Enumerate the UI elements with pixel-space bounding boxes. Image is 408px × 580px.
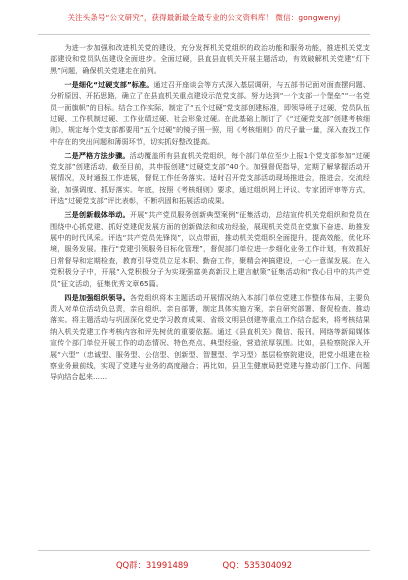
paragraph-lead: 一是细化“过硬支部”标准。 [64, 79, 154, 89]
paragraph-text: 通过召开座谈会等方式深入基层调研，与五部书记面对面查摆问题、分析原因、开拓思路，确立了在县直机关重点建设示范党支部。努力达到“一个支部一个堡垒”“一名党员一面旗帜”的目标。结合工作实际，制定了“五个过硬”党支部创建标准，即领导班子过硬、党员队伍过硬、工作机制过硬、工作业绩过硬、社会形象过硬。在此基础上制订了《“过硬党支部”创建考核细则》，规定每个党支部都要用“五个过硬”的镜子照一照，用《考核细则》的尺子量一量，深入查找工作中存在的突出问题和薄弱环节，切实抓好整改提高。 [50, 79, 370, 146]
paragraph-text: 开展“共产党员服务创新典型案例”征集活动，总结宣传机关党组织和党员在围绕中心抓党建、抓好党建促发展方面的创新做法和成功经验，展现机关党员在党旗下奋进、助推发展中的时代风采。评选“共产党员先锋岗”，以点带面，推动机关党组织全面提升，提高效能，优化环境，服务发展。推行“党建引领服务目标化管理”，督促部门单位进一步细化业务工作计划，有效抓好日常督导和定期检查，教育引导党员立足本职、勤奋工作，聚精会神搞建设，一心一意谋发展。在入党积极分子中，开展“入党积极分子为实现强富美高新汉上建言献策”征集活动和“我心目中的共产党员”征文活动，征集优秀文章65篇。 [50, 210, 370, 288]
paragraph-3 [50, 209, 370, 289]
paragraph-2 [50, 150, 370, 207]
paragraph-text: 活动覆盖所有县直机关党组织，每个部门单位至少上报1个党支部参加“过硬党支部”创建活动，截至目前，共申报创建“过硬党支部”40个。加强督促指导，定期了解掌握活动开展情况，及时通报工作进展，督促工作任务落实。适时召开党支部活动现场推进会，推进会，交流经验，加强调度、抓好落实。年底，按照《考核细则》要求，通过组织网上评议、专家团评审等方式，评选“过硬党支部”评比表彰，不断巩固和拓展活动成果。 [50, 150, 370, 206]
paragraph-text: 为进一步加强和改进机关党的建设，充分发挥机关党组织的政治功能和服务功能，推进机关党支部建设和党员队伍建设全面进步。全面过硬，县直县直机关开展主题活动，有效破解机关党建“灯下黑”问题，确保机关党建走在前列。 [50, 43, 370, 75]
top-banner [0, 0, 408, 34]
paragraph-lead: 三是创新载体举动。 [64, 210, 130, 220]
paragraph-4 [50, 292, 370, 383]
top-divider [38, 34, 370, 35]
banner-text: 关注头条号“公文研究”，获得最新最全最专业的公文资料库！ 微信：gongwenyj [67, 12, 341, 22]
paragraph-text: 各党组织将本主题活动开展情况纳入本部门单位党建工作整体布局，主要负责人对单位活动负总责，亲自组织、亲自部署，制定具体实施方案，亲自研究部署、督促检查、推动落实。将主题活动与巩固深化党史学习教育成果、省级文明县创建等重点工作结合起来，将考核结果纳入机关党建工作考核内容和评先树优的重要依据。通过《县直机关》微信、报刊、网络等新闻媒体宣传个部门单位开展工作的动态情况、特色亮点、典型经验，营造浓厚氛围。比如，县检察院深入开展“六型”（忠诚型、服务型、公信型、创新型、智慧型、学习型）基层检察院建设，把党小组建在检察业务最前线，实现了党建与业务的高度融合；再比如，县卫生健康局把党建与推动部门工作、问题导向结合起来…… [50, 292, 370, 382]
paragraph-intro [50, 42, 370, 76]
footer-qq: QQ：535304092 [222, 560, 293, 570]
footer-qq-group: QQ群：31991489 [115, 560, 189, 570]
paragraph-lead: 二是严格方法步骤。 [64, 150, 130, 160]
footer [0, 554, 408, 576]
bottom-divider [38, 550, 370, 551]
paragraph-1 [50, 79, 370, 147]
paragraph-lead: 四是加强组织领导。 [64, 292, 130, 302]
document-body [50, 42, 370, 530]
